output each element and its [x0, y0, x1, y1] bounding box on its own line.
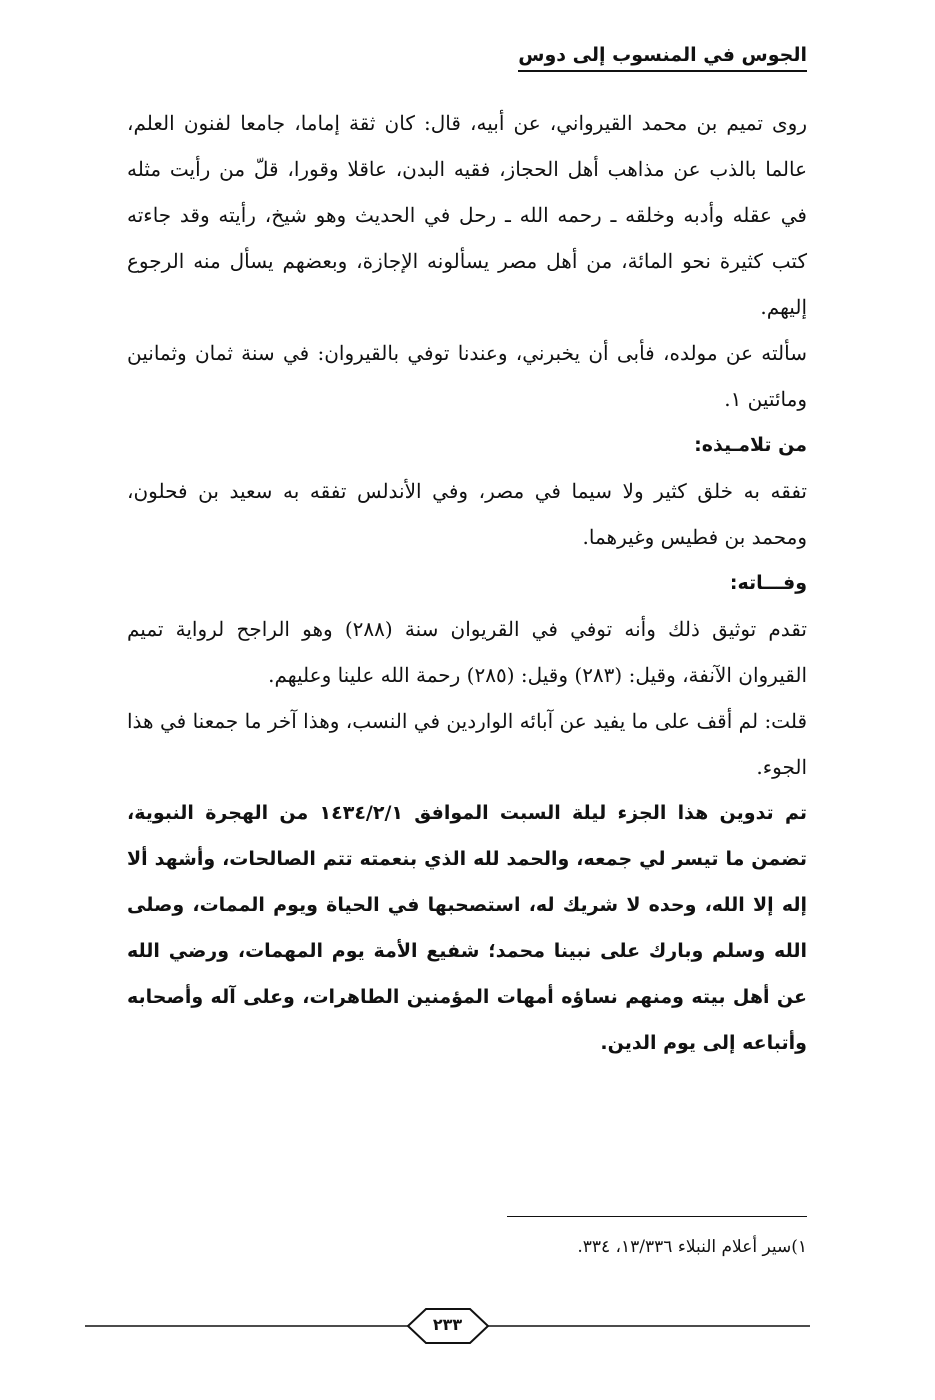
footnote-1: ١)سير أعلام النبلاء ١٣/٣٣٦، ٣٣٤.	[577, 1237, 807, 1257]
paragraph-note: قلت: لم أقف على ما يفيد عن آبائه الواردين في النسب، وهذا آخر ما جمعنا في هذا الجوء.	[127, 709, 807, 779]
closing-paragraph: تم تدوين هذا الجزء ليلة السبت الموافق ١٤٣٤/٢/١ من الهجرة النبوية، تضمن ما تيسر لي جمعه، والحمد لله الذي بنعمته تتم الصالحات، وأشهد ألا إله إلا الله، وحده لا شريك له، استصحبها في الحياة ويوم الممات، وصلى الله وسلم وبارك على نبينا محمد؛ شفيع الأمة يوم المهمات، ورضي الله عن أهل بيته ومنهم نساؤه أمهات المؤمنين الطاهرات، وعلى آله وأصحابه وأتباعه إلى يوم الدين.	[127, 802, 807, 1054]
paragraph-biography: روى تميم بن محمد القيرواني، عن أبيه، قال: كان ثقة إماما، جامعا لفنون العلم، عالما بالذب عن مذاهب أهل الحجاز، فقيه البدن، عاقلا وقورا، قلّ من رأيت مثله في عقله وأدبه وخلقه ـ رحمه الله ـ رحل في الحديث وهو شيخ، رأيته وقد جاءته كتب كثيرة نحو المائة، من أهل مصر يسألونه الإجازة، وبعضهم يسأل منه الرجوع إليهم.	[127, 111, 808, 319]
footnote-divider	[507, 1216, 807, 1217]
page-footer	[85, 1306, 810, 1346]
heading-students: من تلامـيذه:	[694, 434, 807, 456]
paragraph-birth-death: سألته عن مولده، فأبى أن يخبرني، وعندنا توفي بالقيروان: في سنة ثمان وثمانين ومائتين ١.	[127, 341, 807, 411]
paragraph-students: تفقه به خلق كثير ولا سيما في مصر، وفي الأندلس تفقه به سعيد بن فحلون، ومحمد بن فطيس وغيرهما.	[127, 479, 807, 549]
main-text	[127, 100, 807, 1066]
paragraph-death: تقدم توثيق ذلك وأنه توفي في القريوان سنة (٢٨٨) وهو الراجح لرواية تميم القيروان الآنفة، وقيل: (٢٨٣) وقيل: (٢٨٥) رحمة الله علينا وعليهم.	[127, 617, 807, 687]
running-header: الجوس في المنسوب إلى دوس	[518, 42, 807, 72]
heading-death: وفـــاته:	[729, 572, 807, 594]
page-number: ٢٣٣	[432, 1315, 463, 1334]
